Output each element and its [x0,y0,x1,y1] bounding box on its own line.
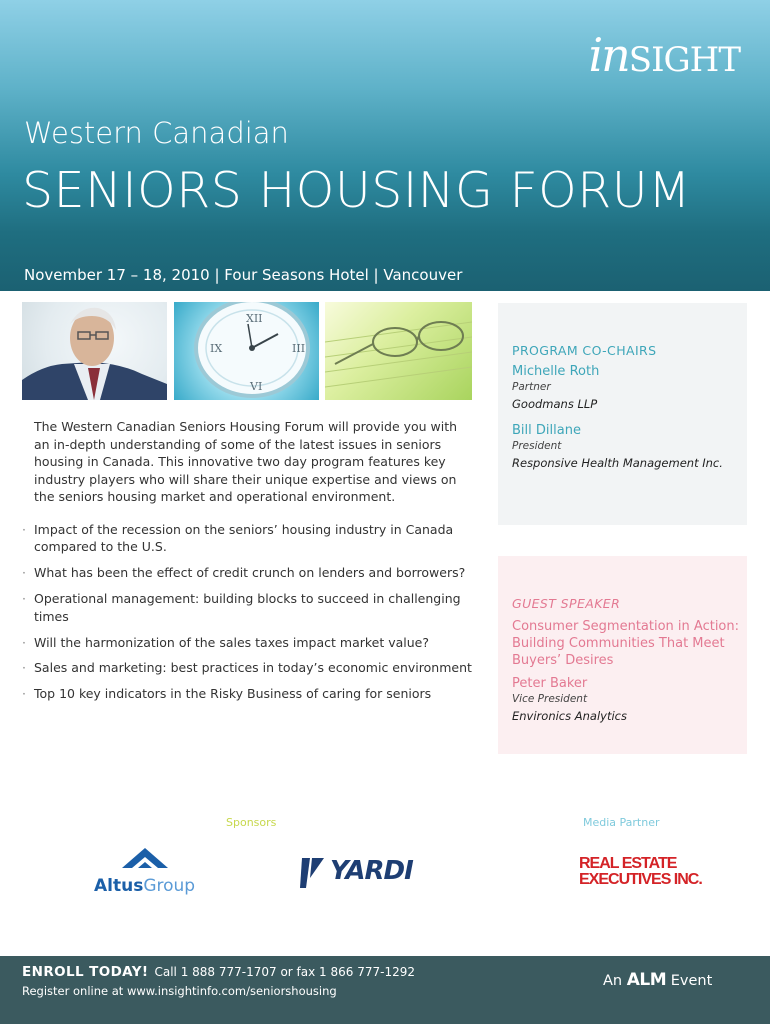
altus-group-logo [94,848,214,898]
cochair-role: President [512,440,562,452]
pocket-watch-photo [174,302,319,400]
speaker-name: Peter Baker [512,676,588,691]
yardi-mark-icon [300,854,326,888]
phone-fax: Call 1 888 777-1707 or fax 1 866 777-1292 [154,965,415,979]
yardi-word: YARDI [330,856,413,886]
altus-word: Altus [94,876,144,896]
list-item: · Sales and marketing: best practices in today’s economic environment [22,659,482,676]
event-subtitle: Western Canadian [24,116,289,150]
glasses-on-paper-photo [325,302,472,400]
svg-text:III: III [292,342,306,355]
svg-text:VI: VI [250,380,263,393]
cochairs-heading: PROGRAM CO-CHAIRS [512,343,657,358]
list-item: · Will the harmonization of the sales taxes impact market value? [22,634,482,651]
enroll-line [22,964,415,980]
event-prefix: An [603,973,623,989]
cochair-name: Michelle Roth [512,364,600,379]
header-banner [0,0,770,291]
list-item: · Operational management: building blocks to succeed in challenging times [22,590,482,625]
altus-mountain-icon [122,848,168,870]
cochair-role: Partner [512,381,551,393]
ree-line2: EXECUTIVES INC. [579,871,702,888]
list-item: · What has been the effect of credit crunch on lenders and borrowers? [22,564,482,581]
senior-man-photo [22,302,167,400]
insight-logo [588,28,740,82]
yardi-logo [300,854,425,890]
cochair-org: Responsive Health Management Inc. [512,456,723,470]
real-estate-executives-logo [579,856,702,888]
logo-in: in [588,28,629,82]
logo-sight: SIGHT [628,40,740,80]
intro-paragraph: The Western Canadian Seniors Housing Forum will provide you with an in-depth understanding of some of the latest issues in seniors housing in Canada. This innovative two day program features key industry players who will share their unique expertise and views on the seniors housing market and operational environment. [34,419,458,504]
register-online: Register online at www.insightinfo.com/seniorshousing [22,984,337,998]
media-partner-label: Media Partner [583,816,660,829]
group-word: Group [143,876,196,896]
speaker-heading: GUEST SPEAKER [512,596,621,611]
program-cochairs-box [498,303,747,525]
guest-speaker-box [498,556,747,754]
svg-text:XII: XII [246,312,263,325]
event-dateline: November 17 – 18, 2010 | Four Seasons Hotel | Vancouver [24,266,463,284]
alm-event-logo [603,970,712,990]
event-title: SENIORS HOUSING FORUM [22,162,691,219]
svg-text:IX: IX [210,342,223,355]
ree-line1: REAL ESTATE [579,855,677,872]
speaker-org: Environics Analytics [512,709,627,723]
enroll-today: ENROLL TODAY! [22,964,149,980]
alm-brand: ALM [626,970,667,990]
sponsors-label: Sponsors [226,816,277,829]
footer-bar [0,956,770,1024]
cochair-name: Bill Dillane [512,423,581,438]
cochair-org: Goodmans LLP [512,397,598,411]
event-suffix: Event [670,973,713,989]
topic-list [22,521,482,711]
speaker-talk-title: Consumer Segmentation in Action: Building Communities That Meet Buyers’ Desires [512,619,739,668]
speaker-role: Vice President [512,693,588,705]
list-item: · Impact of the recession on the seniors’ housing industry in Canada compared to the U.S. [22,521,482,556]
list-item: · Top 10 key indicators in the Risky Business of caring for seniors [22,685,482,702]
